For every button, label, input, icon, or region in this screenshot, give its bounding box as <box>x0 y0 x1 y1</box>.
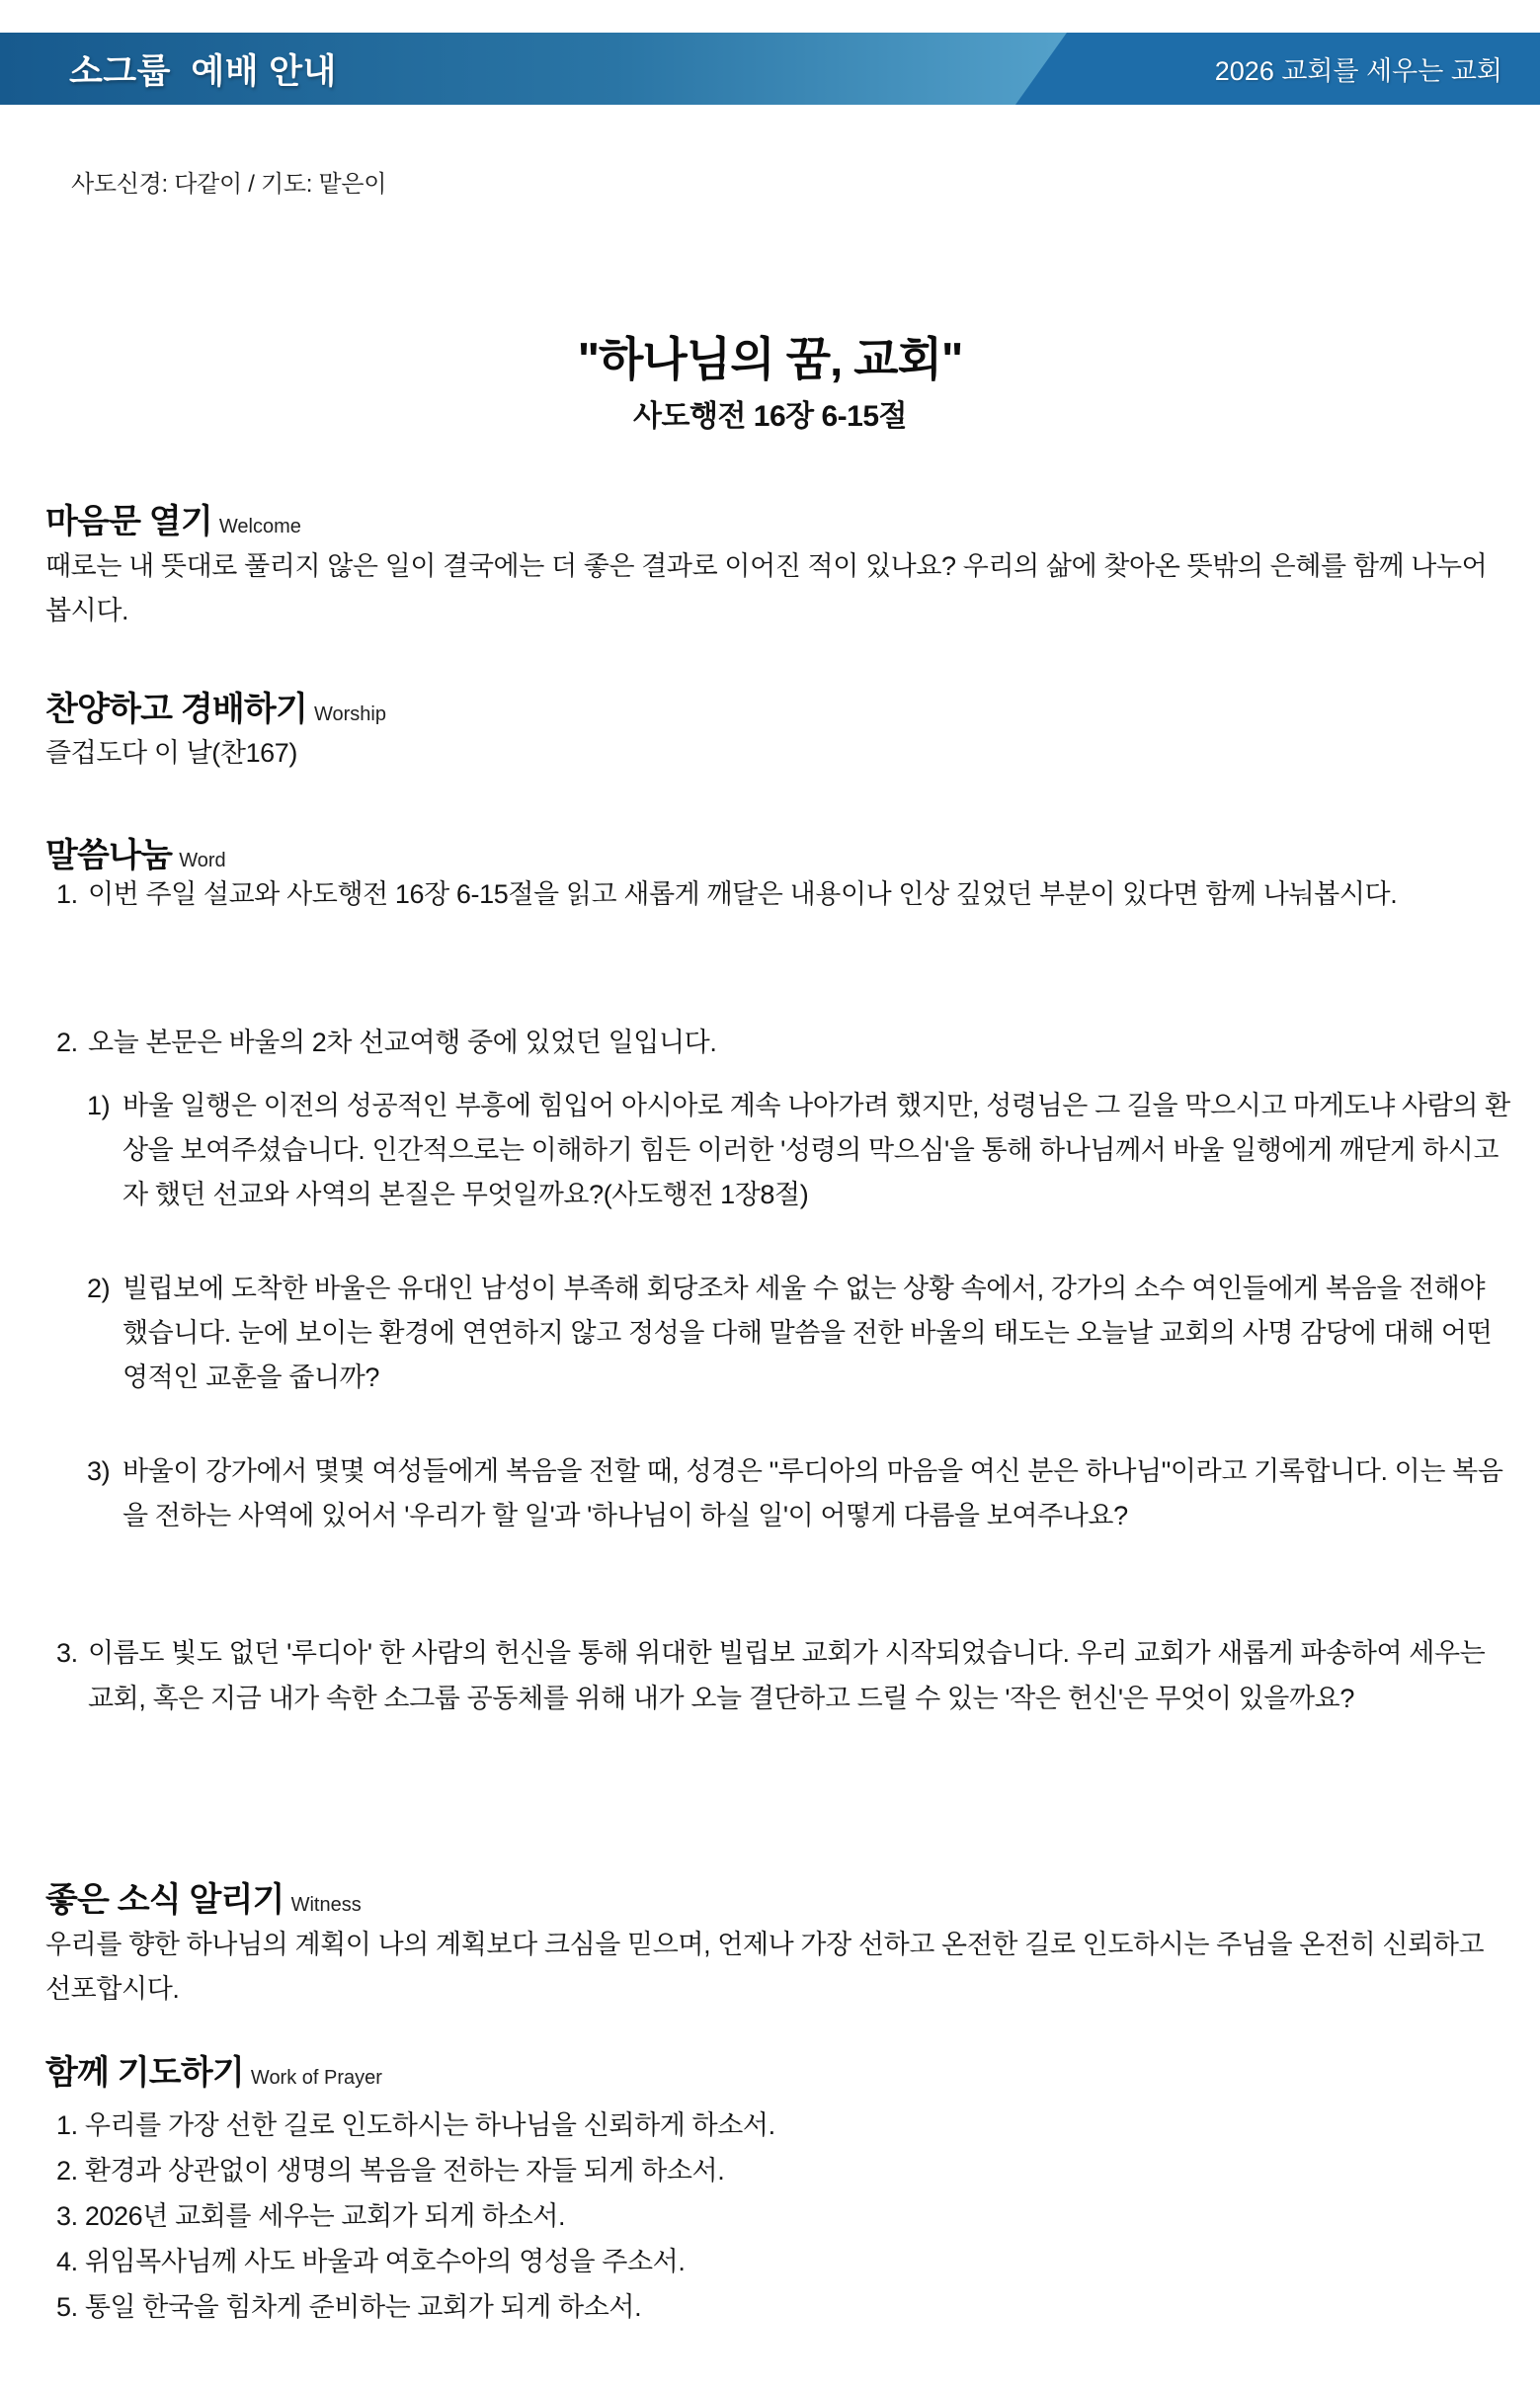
heading-korean: 함께 기도하기 <box>45 2054 244 2092</box>
heading-korean: 마음문 열기 <box>45 503 212 540</box>
subitem-text: 빌립보에 도착한 바울은 유대인 남성이 부족해 회당조차 세울 수 없는 상황 속에서, 강가의 소수 여인들에게 복음을 전해야 했습니다. 눈에 보이는 환경에 연연하지 않고 정성을 다해 말씀을 전한 바울의 태도는 오늘날 교회의 사명 감당에 대해 어떤 영적인 교훈을 줍니까? <box>122 1274 1493 1392</box>
header-bar <box>0 33 1540 105</box>
heading-korean: 좋은 소식 알리기 <box>45 1881 284 1919</box>
item-text: 이번 주일 설교와 사도행전 16장 6-15절을 읽고 새롭게 깨달은 내용이나 인상 깊었던 부분이 있다면 함께 나눠봅시다. <box>88 879 1398 909</box>
subitem-text: 바울이 강가에서 몇몇 여성들에게 복음을 전할 때, 성경은 "루디아의 마음을 여신 분은 하나님"이라고 기록합니다. 이는 복음을 전하는 사역에 있어서 '우리가 할 일'과 '하나님이 하실 일'이 어떻게 다름을 보여주나요? <box>122 1456 1503 1530</box>
section-heading-prayer <box>45 2045 382 2094</box>
prayer-item: 3. 2026년 교회를 세우는 교회가 되게 하소서. <box>56 2201 566 2231</box>
subitem-marker: 1) <box>87 1091 111 1120</box>
item-text: 오늘 본문은 바울의 2차 선교여행 중에 있었던 일입니다. <box>88 1028 717 1057</box>
word-item-2 <box>56 1020 1516 1066</box>
section-heading-worship <box>45 682 386 730</box>
prayer-item: 5. 통일 한국을 힘차게 준비하는 교회가 되게 하소서. <box>56 2292 642 2322</box>
word-subitem-2 <box>87 1267 1516 1400</box>
heading-english: Word <box>179 850 226 871</box>
meta-line: 사도신경: 다같이 / 기도: 맡은이 <box>71 171 387 198</box>
sermon-scripture: 사도행전 16장 6-15절 <box>633 400 907 433</box>
section-heading-welcome <box>45 494 301 542</box>
subitem-marker: 2) <box>87 1274 111 1303</box>
word-item-1 <box>56 871 1516 918</box>
header-badge: 2026 교회를 세우는 교회 <box>1214 56 1502 86</box>
word-subitem-3 <box>87 1449 1516 1538</box>
heading-english: Welcome <box>218 516 301 537</box>
word-item-3 <box>56 1630 1516 1721</box>
prayer-list <box>56 2103 1516 2330</box>
item-text: 이름도 빛도 없던 '루디아' 한 사람의 헌신을 통해 위대한 빌립보 교회가 시작되었습니다. 우리 교회가 새롭게 파송하여 세우는 교회, 혹은 지금 내가 속한 소그룹 공동체를 위해 내가 오늘 결단하고 드릴 수 있는 '작은 헌신'은 무엇이 있을까요? <box>88 1638 1486 1713</box>
section-heading-word <box>45 828 226 876</box>
heading-english: Worship <box>314 703 386 725</box>
heading-english: Witness <box>290 1894 362 1916</box>
subitem-marker: 3) <box>87 1456 111 1486</box>
prayer-item: 1. 우리를 가장 선한 길로 인도하시는 하나님을 신뢰하게 하소서. <box>56 2110 775 2140</box>
item-marker: 3. <box>56 1638 78 1668</box>
prayer-item: 4. 위임목사님께 사도 바울과 여호수아의 영성을 주소서. <box>56 2247 686 2276</box>
section-heading-witness <box>45 1872 362 1921</box>
heading-english: Work of Prayer <box>250 2067 382 2089</box>
page-title: 소그룹 예배 안내 <box>69 51 337 91</box>
word-subitem-1 <box>87 1084 1516 1217</box>
subitem-text: 바울 일행은 이전의 성공적인 부흥에 힘입어 아시아로 계속 나아가려 했지만, 성령님은 그 길을 막으시고 마게도냐 사람의 환상을 보여주셨습니다. 인간적으로는 이해하기 힘든 이러한 '성령의 막으심'을 통해 하나님께서 바울 일행에게 깨닫게 하시고자 했던 선교와 사역의 본질은 무엇일까요?(사도행전 1장8절) <box>122 1091 1510 1209</box>
item-marker: 2. <box>56 1028 78 1057</box>
heading-korean: 찬양하고 경배하기 <box>45 691 307 728</box>
sermon-title: "하나님의 꿈, 교회" <box>577 333 963 385</box>
item-marker: 1. <box>56 879 78 909</box>
worship-body: 즐겁도다 이 날(찬167) <box>45 738 298 768</box>
prayer-item: 2. 환경과 상관없이 생명의 복음을 전하는 자들 되게 하소서. <box>56 2156 725 2186</box>
welcome-body: 때로는 내 뜻대로 풀리지 않은 일이 결국에는 더 좋은 결과로 이어진 적이 있나요? 우리의 삶에 찾아온 뜻밖의 은혜를 함께 나누어 봅시다. <box>45 551 1488 625</box>
witness-body: 우리를 향한 하나님의 계획이 나의 계획보다 크심을 믿으며, 언제나 가장 선하고 온전한 길로 인도하시는 주님을 온전히 신뢰하고 선포합시다. <box>45 1930 1485 2004</box>
heading-korean: 말씀나눔 <box>45 837 173 874</box>
